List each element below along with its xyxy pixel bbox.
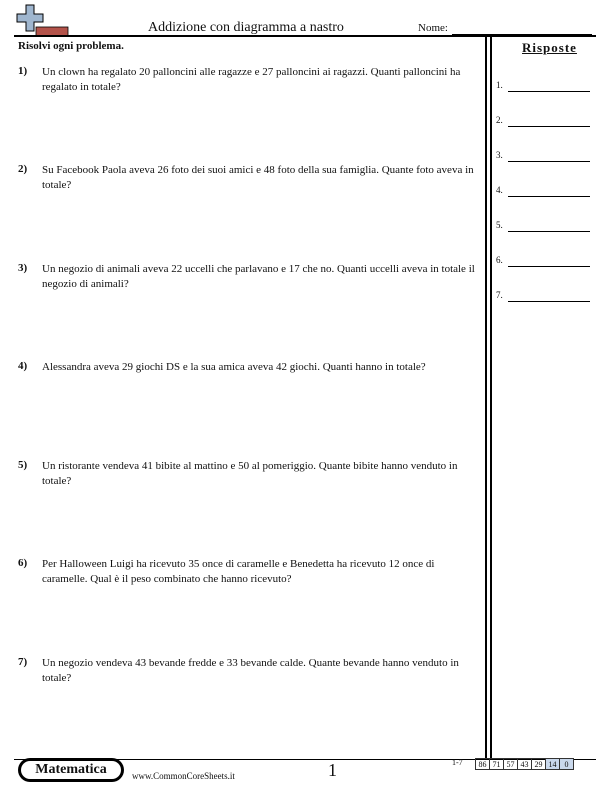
subject-badge (18, 758, 124, 782)
question-number: 1) (18, 65, 28, 77)
answer-line[interactable] (508, 161, 590, 162)
question-number: 4) (18, 360, 28, 372)
score-cell: 86 (476, 759, 490, 770)
answer-field[interactable] (496, 150, 596, 164)
answer-field[interactable] (496, 80, 596, 94)
score-cell: 29 (532, 759, 546, 770)
score-cell: 71 (490, 759, 504, 770)
question-number: 6) (18, 557, 28, 569)
answer-number: 6. (496, 255, 503, 265)
answer-number: 1. (496, 80, 503, 90)
answer-line[interactable] (508, 301, 590, 302)
score-cell: 43 (518, 759, 532, 770)
header-divider (14, 35, 596, 37)
score-table (475, 758, 574, 770)
score-cell: 57 (504, 759, 518, 770)
question-text: Un negozio vendeva 43 bevande fredde e 33 bevande calde. Quante bevande hanno venduto in totale? (42, 657, 459, 684)
page-number: 1 (328, 760, 337, 780)
question-text: Su Facebook Paola aveva 26 foto dei suoi amici e 48 foto della sua famiglia. Quante foto aveva in totale? (42, 164, 474, 191)
answer-field[interactable] (496, 290, 596, 304)
question-text: Alessandra aveva 29 giochi DS e la sua amica aveva 42 giochi. Quanti hanno in totale? (42, 361, 426, 373)
instructions: Risolvi ogni problema. (18, 40, 124, 52)
score-cell: 14 (546, 759, 560, 770)
question-text: Un ristorante vendeva 41 bibite al mattino e 50 al pomeriggio. Quante bibite hanno venduto in totale? (42, 460, 458, 487)
question-number: 5) (18, 459, 28, 471)
answer-number: 4. (496, 185, 503, 195)
answer-field[interactable] (496, 185, 596, 199)
answers-heading: Risposte (522, 40, 577, 55)
question-text: Per Halloween Luigi ha ricevuto 35 once di caramelle e Benedetta ha ricevuto 12 once di caramelle. Qual è il peso combinato che hanno ricevuto? (42, 558, 435, 585)
answer-line[interactable] (508, 231, 590, 232)
answer-column-divider-inner (490, 35, 492, 760)
answer-field[interactable] (496, 115, 596, 129)
score-cell: 0 (560, 759, 574, 770)
answer-line[interactable] (508, 266, 590, 267)
question-number: 7) (18, 656, 28, 668)
worksheet-title: Addizione con diagramma a nastro (148, 20, 344, 35)
answer-line[interactable] (508, 91, 590, 92)
name-label: Nome: (418, 22, 448, 34)
question-number: 2) (18, 163, 28, 175)
plus-logo-icon (14, 3, 70, 37)
question-text: Un negozio di animali aveva 22 uccelli che parlavano e 17 che no. Quanti uccelli aveva in totale il negozio di animali? (42, 263, 475, 290)
answer-line[interactable] (508, 196, 590, 197)
question-text: Un clown ha regalato 20 palloncini alle ragazze e 27 palloncini ai ragazzi. Quanti palloncini ha regalato in totale? (42, 66, 461, 93)
question-number: 3) (18, 262, 28, 274)
answer-number: 5. (496, 220, 503, 230)
score-range-label: 1-7 (452, 758, 463, 767)
site-url: www.CommonCoreSheets.it (132, 771, 235, 781)
answer-column-divider (485, 35, 487, 760)
answer-number: 3. (496, 150, 503, 160)
subject-badge-label: Matematica (21, 761, 121, 779)
answer-number: 2. (496, 115, 503, 125)
answer-field[interactable] (496, 220, 596, 234)
answer-field[interactable] (496, 255, 596, 269)
answer-line[interactable] (508, 126, 590, 127)
answer-number: 7. (496, 290, 503, 300)
